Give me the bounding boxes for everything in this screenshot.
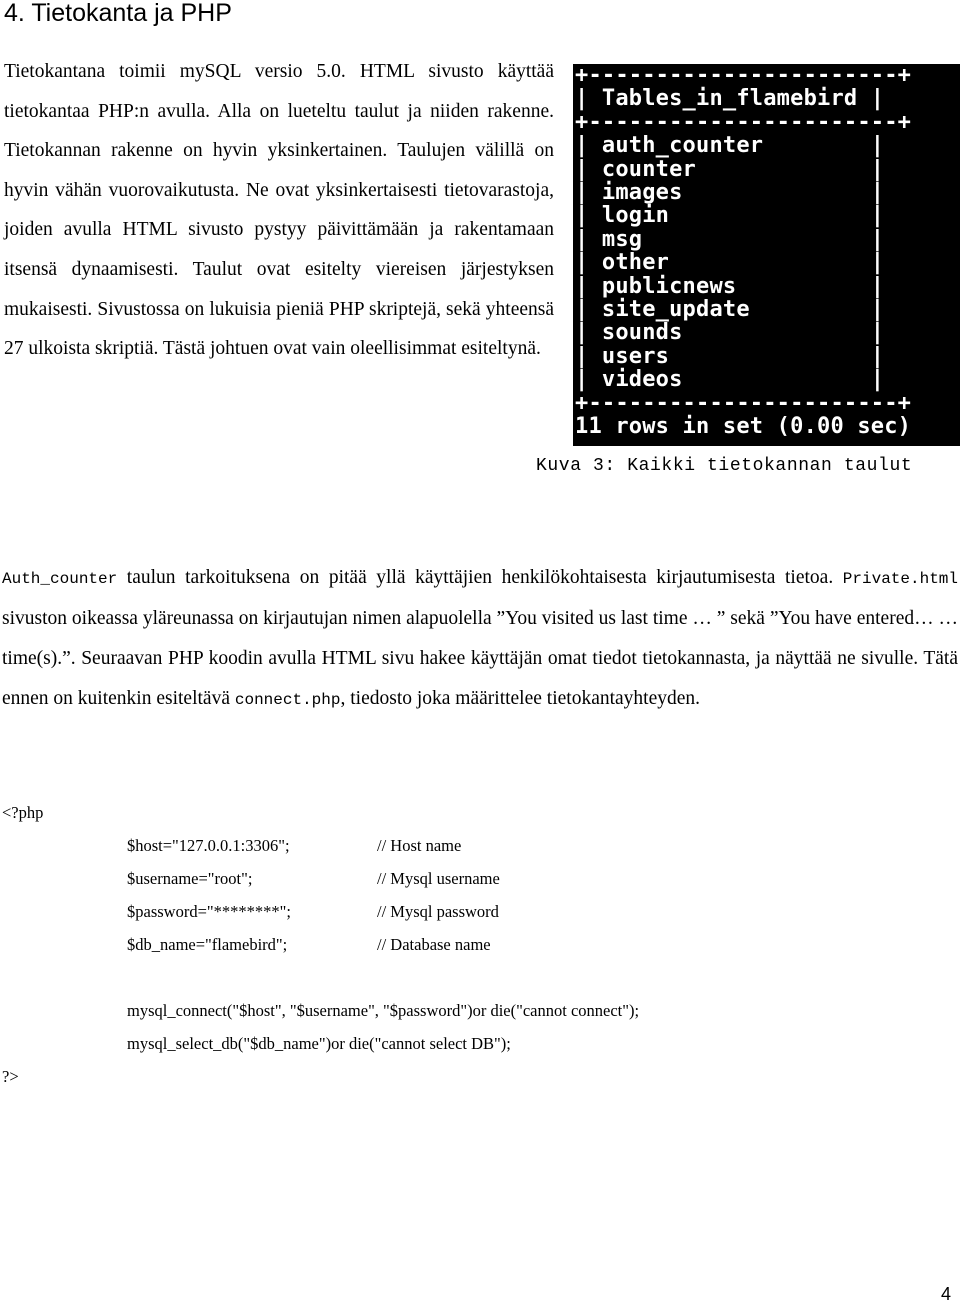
terminal-row: | msg | <box>575 226 885 252</box>
inline-code-connect-php: connect.php <box>234 691 341 709</box>
terminal-row: | auth_counter | <box>575 133 885 159</box>
paragraph-text: , tiedosto joka määrittelee tietokantayhteyden. <box>340 688 701 709</box>
terminal-border-bottom: +-----------------------+ <box>575 390 912 416</box>
terminal-row: | login | <box>575 203 885 229</box>
code-host-assignment: $host="127.0.0.1:3306"; <box>127 836 290 855</box>
terminal-row: | site_update | <box>575 297 885 323</box>
code-mysql-select-db: mysql_select_db("$db_name")or die("cannot select DB"); <box>127 1034 511 1053</box>
code-dbname-comment: // Database name <box>377 935 491 954</box>
code-mysql-connect: mysql_connect("$host", "$username", "$password")or die("cannot connect"); <box>127 1001 640 1020</box>
terminal-header: | Tables_in_flamebird | <box>575 86 885 112</box>
code-username-assignment: $username="root"; <box>127 869 253 888</box>
paragraph-text: taulun tarkoituksena on pitää yllä käyttäjien henkilökohtaisesta kirjautumisesta tietoa. <box>117 567 843 588</box>
mysql-tables-screenshot <box>573 64 960 446</box>
terminal-border-top: +-----------------------+ <box>575 64 912 88</box>
php-close-tag: ?> <box>2 1067 19 1086</box>
terminal-row: | publicnews | <box>575 273 885 299</box>
terminal-footer: 11 rows in set (0.00 sec) <box>575 414 912 440</box>
intro-paragraph: Tietokantana toimii mySQL versio 5.0. HTML sivusto käyttää tietokantaa PHP:n avulla. Alla on lueteltu taulut ja niiden rakenne. Tietokannan rakenne on hyvin yksinkertainen. Taulujen välillä on hyvin vähän vuorovaikutusta. Ne ovat yksinkertaisesti tietovarastoja, joiden avulla HTML sivusto pystyy päivittämään ja rakentamaan itsensä dynaamisesti. Taulut ovat esitelty viereisen järjestyksen mukaisesti. Sivustossa on lukuisia pieniä PHP skriptejä, sekä yhteensä 27 ulkoista skriptiä. Tästä johtuen ovat vain oleellisimmat esiteltynä. <box>4 61 554 360</box>
section-heading: 4. Tietokanta ja PHP <box>4 0 232 27</box>
terminal-border-mid: +-----------------------+ <box>575 109 912 135</box>
code-dbname-assignment: $db_name="flamebird"; <box>127 935 288 954</box>
terminal-row: | other | <box>575 250 885 276</box>
code-password-assignment: $password="********"; <box>127 902 291 921</box>
inline-code-auth-counter: Auth_counter <box>2 570 118 588</box>
paragraph-text: sivuston oikeassa yläreunassa on kirjautujan nimen alapuolella ”You visited us last time … ” sekä ”You have entered… …time(s).”. Seuraavan PHP koodin avulla HTML sivu hakee käyttäjän omat tiedot tietokannasta, ja näyttää ne sivulle. Tätä ennen on kuitenkin esiteltävä <box>2 608 958 709</box>
code-host-comment: // Host name <box>377 836 462 855</box>
terminal-row: | users | <box>575 343 885 369</box>
terminal-row: | images | <box>575 180 885 206</box>
php-open-tag: <?php <box>2 803 44 822</box>
code-username-comment: // Mysql username <box>377 869 500 888</box>
terminal-row: | sounds | <box>575 320 885 346</box>
page-number: 4 <box>941 1284 952 1304</box>
terminal-row: | counter | <box>575 156 885 182</box>
code-password-comment: // Mysql password <box>377 902 499 921</box>
terminal-row: | videos | <box>575 367 885 393</box>
inline-code-private-html: Private.html <box>842 570 958 588</box>
auth-counter-paragraph <box>2 558 958 720</box>
figure-caption: Kuva 3: Kaikki tietokannan taulut <box>536 456 913 476</box>
